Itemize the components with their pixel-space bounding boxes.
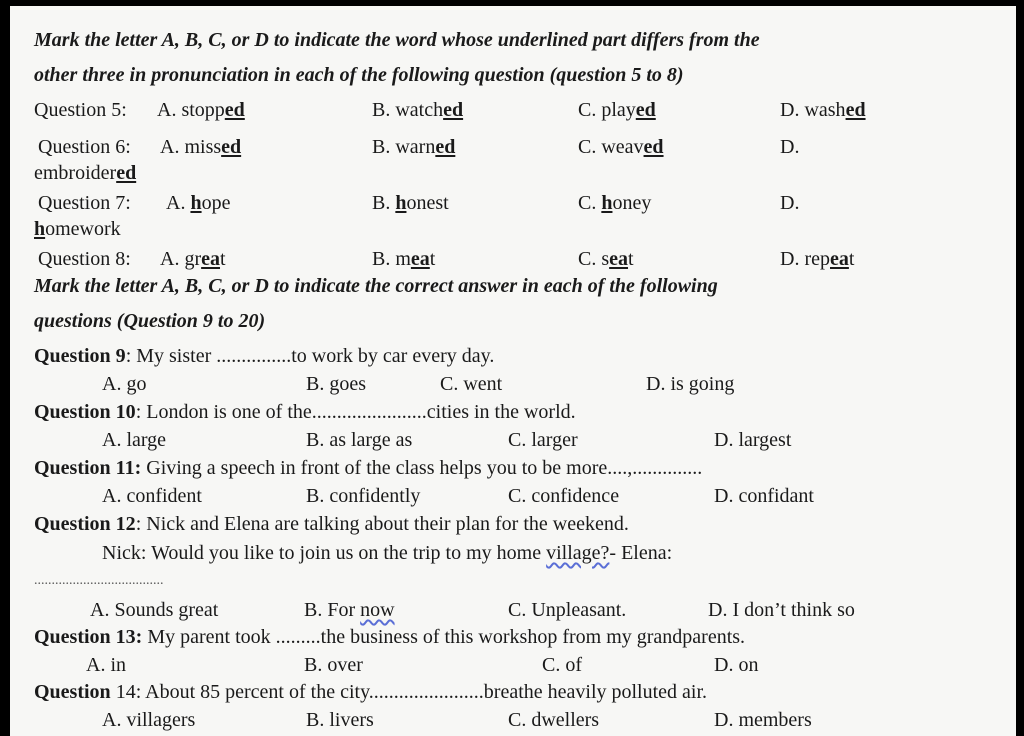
question-11-option-d: D. confidant — [714, 485, 814, 507]
question-5-option-b: B. watched — [372, 99, 464, 121]
question-5-option-d: D. washed — [780, 99, 866, 121]
question-13-option-c: C. of — [542, 654, 582, 676]
question-11-option-a: A. confident — [102, 485, 202, 507]
question-10-option-b: B. as large as — [306, 429, 413, 451]
question-9-option-a: A. go — [102, 373, 147, 395]
question-6-option-c: C. weaved — [578, 136, 664, 158]
instruction-1-line-2: other three in pronunciation in each of the following question (question 5 to 8) — [34, 64, 684, 86]
question-12-option-b: B. For now — [304, 599, 395, 621]
question-6-option-a: A. missed — [160, 136, 242, 158]
question-8-option-c: C. seat — [578, 248, 634, 270]
question-11-stem: Question 11: Giving a speech in front of the class helps you to be more....,.............. — [34, 457, 703, 479]
question-13-option-b: B. over — [304, 654, 363, 676]
question-8-option-a: A. great — [160, 248, 226, 270]
question-9-option-b: B. goes — [306, 373, 366, 395]
question-12-stem: Question 12: Nick and Elena are talking about their plan for the weekend. — [34, 513, 629, 535]
question-12-option-d: D. I don’t think so — [708, 599, 855, 621]
question-6-label: Question 6: — [38, 136, 131, 158]
question-8-label: Question 8: — [38, 248, 131, 270]
question-7-option-d-letter: D. — [780, 192, 800, 214]
instruction-2-line-2: questions (Question 9 to 20) — [34, 310, 266, 332]
question-12-blank: ..................................... — [34, 573, 164, 588]
question-9-option-d: D. is going — [646, 373, 735, 395]
question-7-option-a: A. hope — [166, 192, 231, 214]
question-8-option-b: B. meat — [372, 248, 436, 270]
question-13-option-a: A. in — [86, 654, 126, 676]
question-14-option-a: A. villagers — [102, 709, 196, 731]
instruction-2-line-1: Mark the letter A, B, C, or D to indicate the correct answer in each of the following — [34, 275, 718, 297]
question-12-dialogue: Nick: Would you like to join us on the trip to my home village?- Elena: — [102, 542, 673, 564]
question-10-option-d: D. largest — [714, 429, 792, 451]
question-11-option-c: C. confidence — [508, 485, 620, 507]
question-14-option-d: D. members — [714, 709, 812, 731]
question-13-option-d: D. on — [714, 654, 759, 676]
question-5-option-c: C. played — [578, 99, 656, 121]
question-5-label: Question 5: — [34, 99, 127, 121]
question-9-stem: Question 9: My sister ...............to work by car every day. — [34, 345, 495, 367]
question-7-option-b: B. honest — [372, 192, 449, 214]
instruction-1-line-1: Mark the letter A, B, C, or D to indicate the word whose underlined part differs from the — [34, 29, 760, 51]
worksheet — [10, 6, 1016, 736]
question-7-option-c: C. honey — [578, 192, 652, 214]
question-6-option-d-word: embroidered — [34, 162, 137, 184]
question-8-option-d: D. repeat — [780, 248, 855, 270]
question-6-option-b: B. warned — [372, 136, 456, 158]
question-7-label: Question 7: — [38, 192, 131, 214]
question-10-option-c: C. larger — [508, 429, 578, 451]
question-7-option-d-word: homework — [34, 218, 121, 240]
question-12-option-a: A. Sounds great — [90, 599, 219, 621]
question-12-option-c: C. Unpleasant. — [508, 599, 627, 621]
question-14-stem: Question 14: About 85 percent of the city.......................breathe heavily polluted air. — [34, 681, 708, 703]
question-9-option-c: C. went — [440, 373, 503, 395]
question-10-option-a: A. large — [102, 429, 167, 451]
question-13-stem: Question 13: My parent took .........the business of this workshop from my grandparents. — [34, 626, 746, 648]
question-14-option-b: B. livers — [306, 709, 374, 731]
question-10-stem: Question 10: London is one of the.......................cities in the world. — [34, 401, 576, 423]
question-11-option-b: B. confidently — [306, 485, 421, 507]
question-14-option-c: C. dwellers — [508, 709, 600, 731]
question-6-option-d-letter: D. — [780, 136, 800, 158]
question-5-option-a: A. stopped — [157, 99, 245, 121]
